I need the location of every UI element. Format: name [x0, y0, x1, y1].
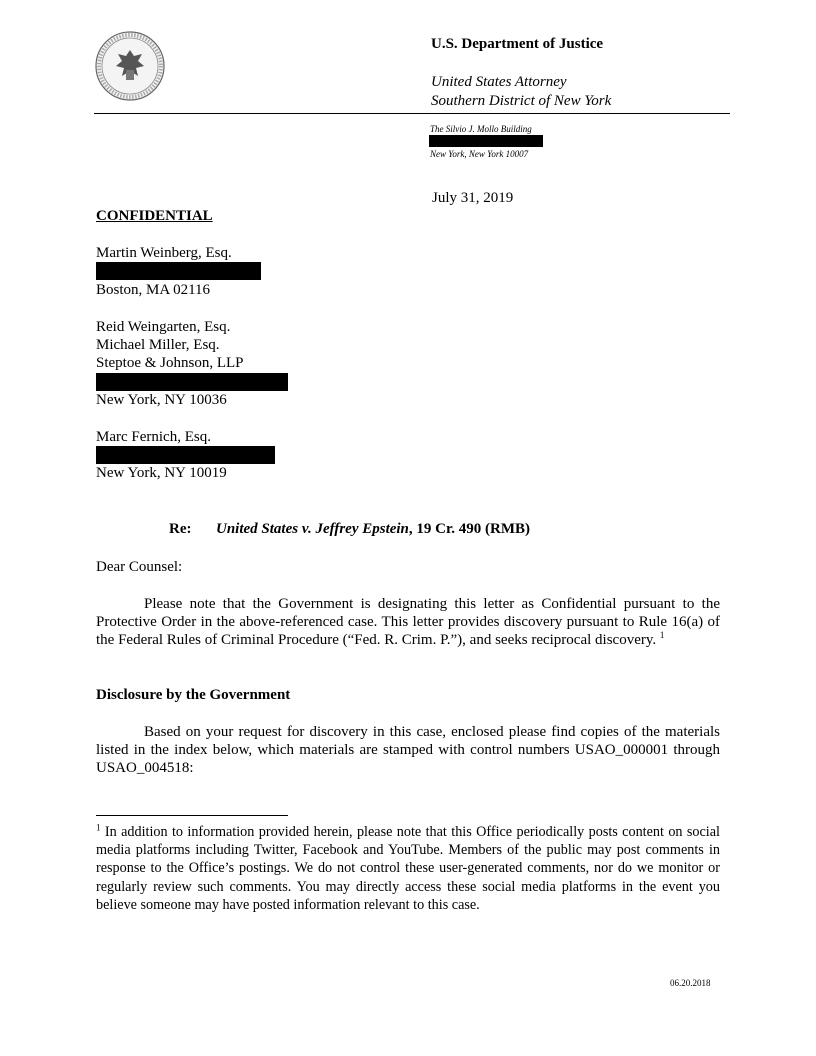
redaction-bar — [96, 446, 275, 464]
footnote-mark: 1 — [96, 822, 101, 833]
paragraph-1-text: Please note that the Government is designating this letter as Confidential pursuant to the Protective Order in the above-referenced case. This letter provides discovery pursuant to Rule 16(a) of the Federal Rules of Criminal Procedure (“Fed. R. Crim. P.”), and seeks reciprocal discovery. — [96, 596, 720, 648]
letter-date: July 31, 2019 — [432, 190, 514, 206]
building-name: The Silvio J. Mollo Building — [430, 124, 532, 134]
salutation: Dear Counsel: — [96, 559, 183, 575]
recipient-2-name-2: Michael Miller, Esq. — [96, 337, 220, 353]
re-subject — [216, 520, 530, 538]
footnote-reference: 1 — [659, 630, 665, 640]
footnote-rule — [96, 815, 288, 816]
confidential-label: CONFIDENTIAL — [96, 208, 213, 224]
office-line-2: Southern District of New York — [431, 93, 612, 109]
recipient-2-city: New York, NY 10036 — [96, 392, 227, 408]
redaction-bar — [96, 262, 261, 280]
redaction-bar — [96, 373, 288, 391]
office-line-1: United States Attorney — [431, 74, 567, 90]
redaction-bar — [429, 135, 543, 147]
header-rule — [94, 113, 730, 114]
footer-code: 06.20.2018 — [670, 978, 711, 988]
section-heading: Disclosure by the Government — [96, 687, 291, 703]
paragraph-2-text: Based on your request for discovery in this case, enclosed please find copies of the materials listed in the index below, which materials are stamped with control numbers USAO_000001 through USAO_004518: — [96, 724, 720, 776]
docket-number: , 19 Cr. 490 (RMB) — [408, 521, 531, 537]
recipient-3-name: Marc Fernich, Esq. — [96, 429, 211, 445]
recipient-2-name-1: Reid Weingarten, Esq. — [96, 319, 231, 335]
paragraph-2 — [96, 723, 720, 777]
re-label: Re: — [169, 521, 192, 537]
recipient-1-name: Martin Weinberg, Esq. — [96, 245, 232, 261]
footnote — [96, 823, 720, 914]
case-name: United States v. Jeffrey Epstein — [216, 521, 409, 537]
recipient-1-city: Boston, MA 02116 — [96, 282, 211, 298]
footnote-text: In addition to information provided herein, please note that this Office periodically posts content on social media platforms including Twitter, Facebook and YouTube. Members of the public may post comments in response to the Office’s postings. We do not control these user-generated comments, nor do we monitor or regularly review such comments. You may directly access these social media platforms in the event you believe someone may have posted information relevant to this case. — [96, 824, 720, 913]
paragraph-1 — [96, 595, 720, 649]
office-city: New York, New York 10007 — [430, 149, 529, 159]
department-name: U.S. Department of Justice — [431, 36, 604, 52]
recipient-3-city: New York, NY 10019 — [96, 465, 227, 481]
recipient-2-firm: Steptoe & Johnson, LLP — [96, 355, 244, 371]
doj-seal-icon — [94, 30, 166, 102]
